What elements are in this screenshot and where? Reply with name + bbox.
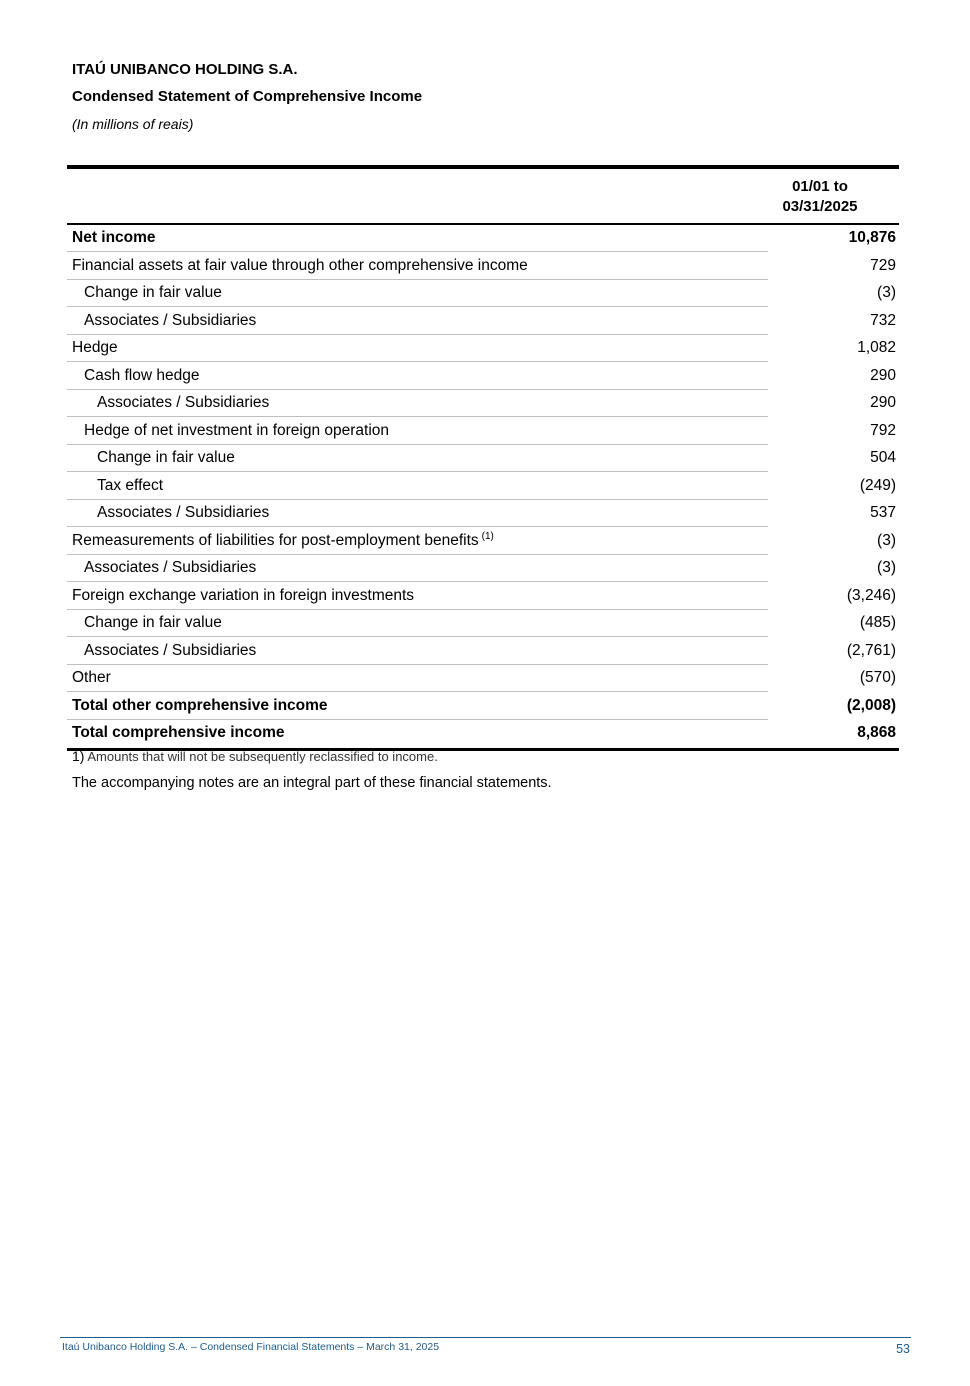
row-value: (3)	[877, 531, 896, 549]
row-value: (2,008)	[846, 696, 896, 714]
row-label-cell	[67, 610, 768, 637]
row-value: 290	[870, 394, 896, 411]
row-value: (570)	[859, 669, 896, 686]
row-label-cell	[67, 555, 768, 582]
table-row	[67, 610, 899, 638]
table-row	[67, 390, 899, 418]
company-name: ITAÚ UNIBANCO HOLDING S.A.	[72, 61, 298, 78]
table-row	[67, 363, 899, 391]
row-label: Cash flow hedge	[84, 366, 200, 384]
statement-title: Condensed Statement of Comprehensive Income	[72, 88, 423, 105]
table-row	[67, 500, 899, 528]
units-note: (In millions of reais)	[72, 116, 194, 132]
row-label-cell	[67, 390, 768, 417]
row-label: Total other comprehensive income	[72, 696, 328, 714]
row-value: 10,876	[848, 229, 896, 246]
table-row	[67, 528, 899, 556]
row-label: Associates / Subsidiaries	[97, 394, 270, 411]
row-value: 290	[870, 366, 896, 384]
row-label: Total comprehensive income	[72, 724, 285, 741]
table-row	[67, 583, 899, 611]
row-value: 504	[870, 449, 896, 466]
period-line-1: 01/01 to	[792, 178, 848, 195]
row-label-cell	[67, 308, 768, 335]
row-label-cell	[67, 335, 768, 362]
footnote-text: Amounts that will not be subsequently reclassified to income.	[87, 749, 438, 764]
row-label-cell	[67, 500, 768, 527]
row-label-cell	[67, 638, 768, 665]
row-label: Change in fair value	[84, 284, 222, 301]
period-line-2: 03/31/2025	[782, 198, 858, 215]
row-label-cell	[67, 253, 768, 280]
table-row	[67, 335, 899, 363]
row-label-cell	[67, 528, 768, 555]
table-row	[67, 445, 899, 473]
table-row	[67, 280, 899, 308]
footer-text: Itaú Unibanco Holding S.A. – Condensed Financial Statements – March 31, 2025	[62, 1341, 440, 1353]
table-body	[67, 225, 899, 748]
row-label-cell	[67, 693, 768, 720]
table-row	[67, 638, 899, 666]
row-label: Financial assets at fair value through other comprehensive income	[72, 256, 528, 274]
row-label-cell	[67, 665, 768, 692]
row-label-cell	[67, 445, 768, 472]
row-label: Remeasurements of liabilities for post-employment benefits	[72, 531, 479, 549]
row-label: Associates / Subsidiaries	[97, 504, 270, 521]
row-value: 537	[870, 504, 896, 521]
page-footer	[60, 1337, 911, 1362]
row-label: Hedge	[72, 339, 118, 356]
row-value: (249)	[859, 476, 896, 494]
row-label-cell	[67, 583, 768, 610]
row-label: Foreign exchange variation in foreign investments	[72, 586, 415, 604]
row-value: (3)	[877, 559, 896, 576]
row-label-cell	[67, 363, 768, 390]
table-row	[67, 225, 899, 253]
row-label: Associates / Subsidiaries	[84, 641, 257, 659]
table-row	[67, 253, 899, 281]
row-value: (3)	[877, 284, 896, 301]
row-value: 1,082	[857, 339, 896, 356]
table-row	[67, 473, 899, 501]
table-row	[67, 555, 899, 583]
row-value: (2,761)	[846, 641, 896, 659]
page-number: 53	[896, 1342, 910, 1356]
row-value: 792	[870, 421, 896, 439]
row-value: 8,868	[857, 724, 896, 741]
table-row	[67, 665, 899, 693]
row-label: Associates / Subsidiaries	[84, 559, 257, 576]
period-column-header	[765, 177, 875, 217]
table-header-row	[67, 169, 899, 225]
row-label-cell	[67, 418, 768, 445]
footnote	[72, 746, 438, 767]
comprehensive-income-table	[67, 165, 899, 751]
document-header	[72, 60, 422, 134]
table-row	[67, 418, 899, 446]
table-row	[67, 720, 899, 748]
row-label-cell	[67, 225, 768, 252]
row-value: (3,246)	[846, 586, 896, 604]
row-value: 732	[870, 311, 896, 329]
notes-statement: The accompanying notes are an integral part of these financial statements.	[72, 775, 552, 791]
row-value: (485)	[859, 614, 896, 631]
table-row	[67, 693, 899, 721]
row-label-cell	[67, 280, 768, 307]
row-label-cell	[67, 473, 768, 500]
row-label: Tax effect	[97, 476, 164, 494]
row-label: Associates / Subsidiaries	[84, 311, 257, 329]
row-label-cell	[67, 720, 768, 746]
row-label: Hedge of net investment in foreign operation	[84, 421, 390, 439]
row-label: Change in fair value	[97, 449, 235, 466]
table-row	[67, 308, 899, 336]
row-label: Other	[72, 669, 111, 686]
row-value: 729	[870, 256, 896, 274]
row-label: Net income	[72, 229, 156, 246]
footnote-number: 1)	[72, 748, 85, 764]
footnote-reference: (1)	[481, 530, 494, 542]
row-label: Change in fair value	[84, 614, 222, 631]
